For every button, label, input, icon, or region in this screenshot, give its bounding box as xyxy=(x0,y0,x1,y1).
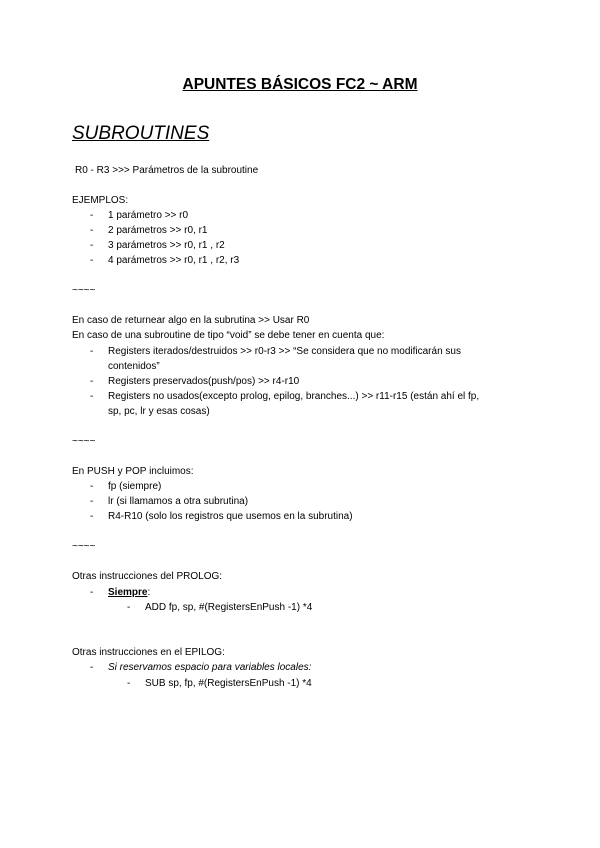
list-item: Registers iterados/destruidos >> r0-r3 >> “Se considera que no modificarán sus xyxy=(108,346,461,357)
bullet-dash: - xyxy=(90,376,94,387)
section-heading: SUBROUTINES xyxy=(72,123,210,144)
paragraph-line: En caso de returnear algo en la subrutina >> Usar R0 xyxy=(72,315,310,326)
list-item-continuation: sp, pc, lr y esas cosas) xyxy=(108,406,210,417)
paragraph-line: En caso de una subroutine de tipo “void” se debe tener en cuenta que: xyxy=(72,330,385,341)
bullet-dash: - xyxy=(90,662,94,673)
prolog-sub-item: ADD fp, sp, #(RegistersEnPush -1) *4 xyxy=(145,602,313,613)
separator: ~~~~ xyxy=(72,285,96,296)
bullet-dash: - xyxy=(90,496,94,507)
list-item: lr (si llamamos a otra subrutina) xyxy=(108,496,249,507)
separator: ~~~~ xyxy=(72,436,96,447)
epilog-heading: Otras instrucciones en el EPILOG: xyxy=(72,647,225,658)
list-item: R4-R10 (solo los registros que usemos en la subrutina) xyxy=(108,511,353,522)
list-item: 3 parámetros >> r0, r1 , r2 xyxy=(108,240,225,251)
bullet-dash: - xyxy=(90,210,94,221)
list-item: fp (siempre) xyxy=(108,481,162,492)
bullet-dash: - xyxy=(90,255,94,266)
bullet-dash: - xyxy=(90,240,94,251)
bullet-dash: - xyxy=(90,587,94,598)
bullet-dash: - xyxy=(90,225,94,236)
list-item: 1 parámetro >> r0 xyxy=(108,210,189,221)
intro-line: R0 - R3 >>> Parámetros de la subroutine xyxy=(75,165,259,176)
examples-heading: EJEMPLOS: xyxy=(72,195,129,206)
list-item-continuation: contenidos” xyxy=(108,361,160,372)
bullet-dash: - xyxy=(127,602,131,613)
list-item: 4 parámetros >> r0, r1 , r2, r3 xyxy=(108,255,240,266)
bullet-dash: - xyxy=(90,391,94,402)
separator: ~~~~ xyxy=(72,541,96,552)
prolog-item-label: Siempre xyxy=(108,587,148,598)
bullet-dash: - xyxy=(90,346,94,357)
prolog-item xyxy=(108,585,150,600)
document-title: APUNTES BÁSICOS FC2 ~ ARM xyxy=(182,76,418,93)
epilog-sub-item: SUB sp, fp, #(RegistersEnPush -1) *4 xyxy=(145,678,312,689)
list-item: 2 parámetros >> r0, r1 xyxy=(108,225,208,236)
prolog-heading: Otras instrucciones del PROLOG: xyxy=(72,571,223,582)
list-item: Registers no usados(excepto prolog, epilog, branches...) >> r11-r15 (están ahí el fp, xyxy=(108,391,480,402)
bullet-dash: - xyxy=(90,481,94,492)
prolog-item-colon: : xyxy=(147,587,151,598)
pushpop-heading: En PUSH y POP incluimos: xyxy=(72,466,194,477)
bullet-dash: - xyxy=(127,678,131,689)
epilog-item: Si reservamos espacio para variables locales: xyxy=(108,662,312,673)
list-item: Registers preservados(push/pos) >> r4-r10 xyxy=(108,376,300,387)
bullet-dash: - xyxy=(90,511,94,522)
